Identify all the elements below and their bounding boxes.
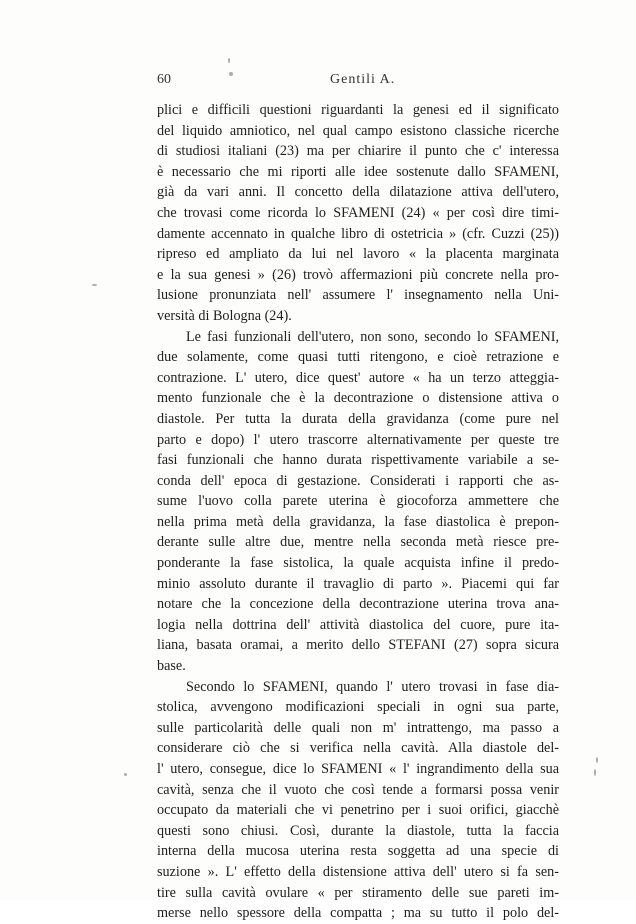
text-line: versità di Bologna (24). (157, 307, 292, 324)
scan-speck (596, 757, 598, 763)
text-line: e la sua genesi » (26) trovò affermazioni più concrete nella pro- (157, 266, 559, 283)
text-line: logia nella dottrina dell' attività diastolica del cuore, pure ita- (157, 616, 559, 633)
text-line: questi sono chiusi. Così, durante la diastole, tutta la faccia (157, 822, 559, 839)
body-text (157, 100, 559, 924)
scan-speck (229, 72, 233, 76)
text-line: interna della mucosa uterina resta soggetta ad una specie di (157, 843, 559, 860)
text-line: di studiosi italiani (23) ma per chiarire il punto che c' interessa (157, 143, 559, 160)
text-line: diastole. Per tutta la durata della gravidanza (come pure nel (157, 410, 559, 427)
text-line: damente accennato in qualche libro di ostetricia » (cfr. Cuzzi (25)) (157, 225, 559, 242)
text-line: minio assoluto durante il travaglio di parto ». Piacemi qui far (157, 575, 559, 592)
scan-speck (594, 769, 596, 776)
text-line: base. (157, 658, 186, 675)
text-line: notare che la concezione della decontrazione uterina trova ana- (157, 596, 559, 613)
text-line: che trovasi come ricorda lo SFAMENI (24) « per così dire timi- (157, 204, 559, 221)
text-line: conda dell' epoca di gestazione. Considerati i rapporti che as- (157, 472, 559, 489)
text-line: plici e difficili questioni riguardanti la genesi ed il significato (157, 102, 559, 118)
text-line: nella prima metà della gravidanza, la fase diastolica è prepon- (157, 513, 559, 530)
text-line: liana, basata oramai, a merito dello STEFANI (27) sopra sicura (157, 637, 559, 654)
paragraph (157, 100, 559, 327)
text-line: lusione pronunziata nell' assumere l' insegnamento nella Uni- (157, 287, 559, 304)
text-line: stolica, avvengono modificazioni speciali in ogni sua parte, (157, 699, 559, 716)
text-line: due solamente, come quasi tutti ritengono, e cioè retrazione e (157, 349, 559, 366)
scan-speck (228, 58, 230, 63)
scan-speck (92, 284, 97, 286)
text-line: derante sulle altre due, mentre nella seconda metà riesce pre- (157, 534, 559, 551)
text-line: Secondo lo SFAMENI, quando l' utero trovasi in fase dia- (186, 678, 559, 695)
text-line: considerare ciò che si verifica nella cavità. Alla diastole del- (157, 740, 559, 757)
paragraph (157, 677, 559, 924)
text-line: merse nello spessore della compatta ; ma su tutto il polo del- (157, 905, 559, 922)
page-header (157, 72, 559, 92)
text-line: già da vari anni. Il concetto della dilatazione attiva dell'utero, (157, 184, 559, 201)
running-head: Gentili A. (330, 72, 396, 87)
text-line: sume l'uovo colla parete uterina è giocoforza ammettere che (157, 493, 559, 510)
paragraph (157, 327, 559, 677)
text-line: fasi funzionali che hanno durata rispettivamente variabile a se- (157, 452, 559, 469)
text-line: l' utero, consegue, dice lo SFAMENI « l' ingrandimento della sua (157, 761, 559, 777)
text-line: è necessario che mi riporti alle idee sostenute dallo SFAMENI, (157, 163, 559, 180)
page-number: 60 (157, 72, 171, 87)
text-line: tire sulla cavità ovulare « per stiramento delle sue pareti im- (157, 884, 559, 901)
scan-speck (124, 773, 127, 776)
text-line: mento funzionale che è la decontrazione o distensione attiva o (157, 390, 559, 407)
text-line: cavità, senza che il vuoto che così tende a formarsi possa venir (157, 781, 559, 798)
text-line: del liquido amniotico, nel qual campo esistono classiche ricerche (157, 122, 559, 139)
text-line: Le fasi funzionali dell'utero, non sono, secondo lo SFAMENI, (186, 328, 559, 345)
text-line: parto e dopo) l' utero trascorre alternativamente per queste tre (157, 431, 559, 448)
text-line: occupato da materiali che vi penetrino per i suoi orifici, giacchè (157, 802, 559, 819)
text-line: contrazione. L' utero, dice quest' autore « ha un terzo atteggia- (157, 369, 559, 386)
text-line: ripreso ed ampliato da lui nel lavoro « la placenta marginata (157, 246, 559, 263)
text-line: sulle particolarità delle quali non m' intrattengo, ma passo a (157, 719, 559, 736)
text-line: ponderante la fase sistolica, la quale acquista infine il predo- (157, 555, 559, 572)
text-line: suzione ». L' effetto della distensione attiva dell' utero si fa sen- (157, 863, 559, 880)
